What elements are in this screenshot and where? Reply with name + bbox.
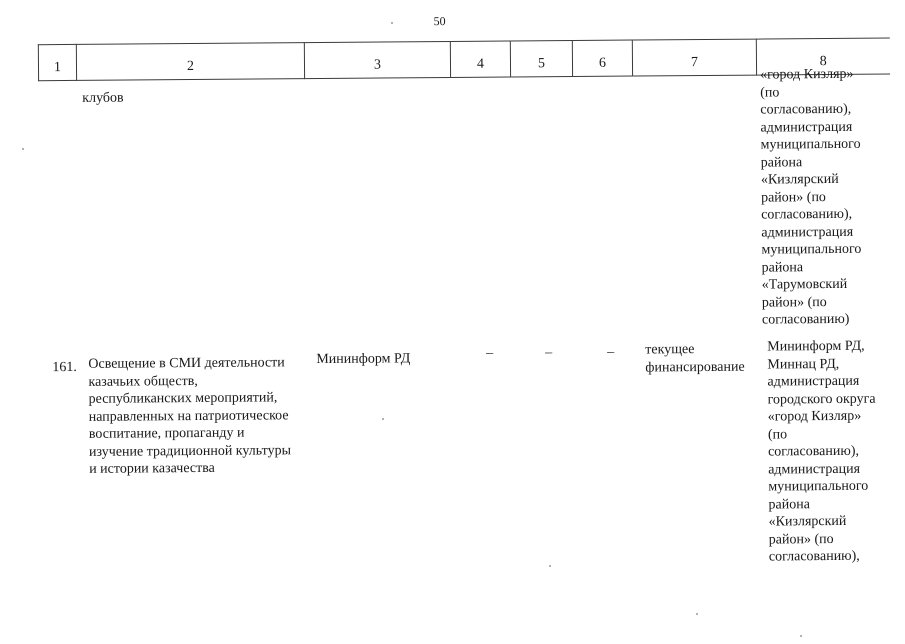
column-header-2: 2 [76,43,304,81]
row-number: 161. [52,359,77,376]
row-financing-text: текущее финансирование [645,342,745,375]
scan-speck [800,635,802,637]
scan-speck [382,418,384,420]
column-header-1: 1 [38,44,76,80]
scan-speck [22,148,24,150]
row-col4-dash: – [486,345,494,361]
continuation-partners-text: «город Кизляр» (по согласованию), администрация муниципального района «Кизлярский район» (по согласованию), администрация муниципального района «Тарумовский район» (по согласованию) [760,66,862,328]
column-header-8: 8 [756,38,889,75]
continuation-measure-text: клубов [82,90,124,106]
row-measure-text: Освещение в СМИ деятельности казачьих обществ, республиканских мероприятий, направленных на патриотическое воспитание, пропаганду и изучение традиционной культуры и истории казачества [88,355,292,477]
row-col5-dash: – [545,345,553,361]
column-header-6: 6 [572,40,632,76]
scan-speck [696,613,698,615]
row-partners-text: Мининформ РД, Миннац РД, администрация городского округа «город Кизляр» (по согласованию), администрация муниципального района «Кизлярский район» (по согласованию), [767,338,876,565]
row-executor-text: Мининформ РД [316,351,411,368]
column-header-4: 4 [450,41,510,77]
column-header-7: 7 [632,39,756,76]
scan-speck [549,565,551,567]
row-col6-dash: – [607,344,615,360]
column-header-5: 5 [510,41,572,77]
column-header-3: 3 [304,41,450,78]
scan-speck [391,22,393,24]
page-number: 50 [433,14,446,29]
